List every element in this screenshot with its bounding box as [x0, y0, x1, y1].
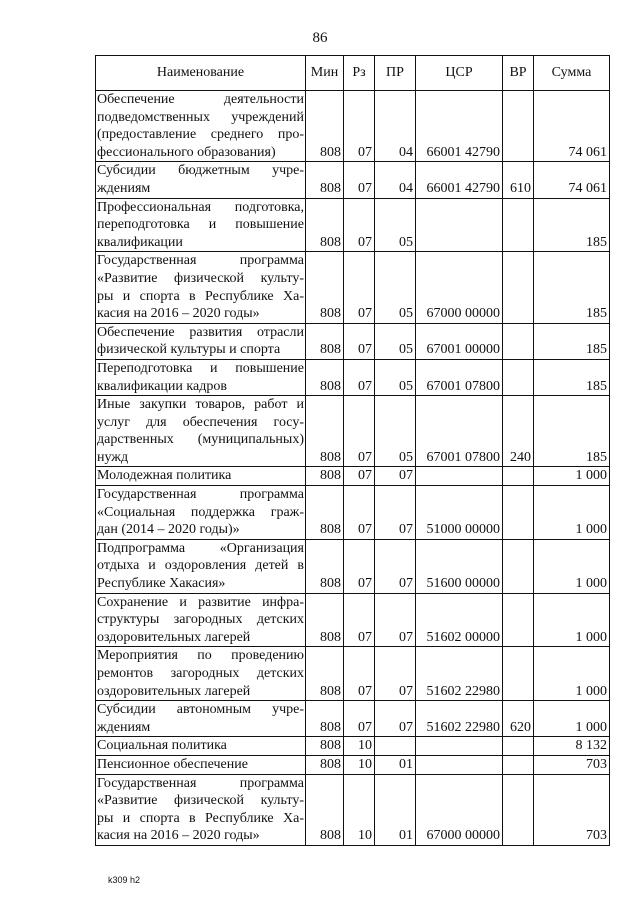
name-line: Обеспечение деятельности — [97, 92, 304, 107]
header-pr: ПР — [375, 56, 416, 91]
cell-csr: 51000 00000 — [416, 486, 503, 540]
cell-min: 808 — [306, 647, 344, 701]
table-row — [96, 198, 610, 252]
name-line: Республике Хакасия» — [97, 576, 226, 592]
cell-csr: 51602 00000 — [416, 593, 503, 647]
footer-code: k309 h2 — [108, 875, 141, 885]
cell-min: 808 — [306, 91, 344, 162]
cell-rz: 07 — [344, 647, 375, 701]
name-line: Молодежная политика — [97, 468, 232, 484]
name-line: нужд — [97, 449, 129, 465]
cell-min: 808 — [306, 323, 344, 359]
cell-rz: 10 — [344, 774, 375, 845]
cell-rz: 07 — [344, 91, 375, 162]
cell-min: 808 — [306, 467, 344, 486]
table-row — [96, 701, 610, 737]
table-row — [96, 396, 610, 467]
cell-min: 808 — [306, 396, 344, 467]
cell-sum: 74 061 — [534, 91, 610, 162]
cell-pr: 05 — [375, 323, 416, 359]
cell-rz: 07 — [344, 198, 375, 252]
cell-rz: 07 — [344, 701, 375, 737]
cell-vr — [503, 593, 534, 647]
name-line: Государственная программа — [97, 253, 304, 269]
cell-pr: 05 — [375, 198, 416, 252]
table-row — [96, 774, 610, 845]
cell-vr — [503, 467, 534, 486]
name-line: ремонтов загородных детских — [97, 666, 304, 681]
cell-csr — [416, 737, 503, 756]
cell-pr: 01 — [375, 774, 416, 845]
cell-vr: 610 — [503, 162, 534, 198]
cell-rz: 07 — [344, 323, 375, 359]
name-line: ры и спорта в Республике Ха- — [97, 810, 304, 826]
cell-rz: 07 — [344, 396, 375, 467]
name-line: Социальная политика — [97, 738, 227, 754]
name-line: Профессиональная подготовка, — [97, 199, 304, 215]
cell-min: 808 — [306, 755, 344, 774]
name-line: Мероприятия по проведению — [97, 648, 304, 664]
cell-csr: 66001 42790 — [416, 91, 503, 162]
cell-sum: 185 — [534, 252, 610, 323]
name-line: Переподготовка и повышение — [97, 360, 304, 376]
cell-pr: 07 — [375, 647, 416, 701]
cell-csr: 51602 22980 — [416, 647, 503, 701]
name-line: «Развитие физической культу- — [97, 793, 304, 809]
cell-vr — [503, 486, 534, 540]
cell-csr: 67001 07800 — [416, 359, 503, 395]
cell-rz: 07 — [344, 539, 375, 593]
header-rz: Рз — [344, 56, 375, 91]
cell-pr — [375, 737, 416, 756]
table-row — [96, 755, 610, 774]
cell-min: 808 — [306, 252, 344, 323]
header-name: Наименование — [96, 56, 306, 91]
name-line: касия на 2016 – 2020 годы» — [97, 828, 260, 844]
name-line: квалификации — [97, 234, 183, 250]
cell-rz: 07 — [344, 486, 375, 540]
name-line: Иные закупки товаров, работ и — [97, 397, 304, 413]
name-line: ждениям — [97, 180, 151, 196]
table-row — [96, 467, 610, 486]
cell-min: 808 — [306, 162, 344, 198]
cell-name — [96, 593, 306, 647]
cell-min: 808 — [306, 539, 344, 593]
table-body — [96, 91, 610, 846]
name-line: отдыха и оздоровления детей в — [97, 558, 304, 574]
name-line: (предоставление среднего про- — [97, 127, 304, 143]
cell-vr — [503, 323, 534, 359]
name-line: дан (2014 – 2020 годы)» — [97, 522, 240, 538]
cell-csr: 67001 07800 — [416, 396, 503, 467]
cell-sum: 185 — [534, 323, 610, 359]
cell-min: 808 — [306, 701, 344, 737]
cell-pr: 05 — [375, 359, 416, 395]
cell-vr — [503, 737, 534, 756]
cell-name — [96, 539, 306, 593]
table-row — [96, 647, 610, 701]
cell-name — [96, 323, 306, 359]
cell-pr: 05 — [375, 396, 416, 467]
cell-min: 808 — [306, 737, 344, 756]
cell-rz: 07 — [344, 593, 375, 647]
cell-sum: 1 000 — [534, 486, 610, 540]
name-line: Обеспечение развития отрасли — [97, 324, 304, 340]
cell-name — [96, 359, 306, 395]
table-row — [96, 539, 610, 593]
table-row — [96, 486, 610, 540]
table-row — [96, 737, 610, 756]
name-line: подведомственных учреждений — [97, 109, 304, 125]
page-number: 86 — [312, 30, 328, 46]
cell-rz: 07 — [344, 467, 375, 486]
cell-vr — [503, 647, 534, 701]
name-line: физической культуры и спорта — [97, 342, 281, 358]
cell-sum: 1 000 — [534, 467, 610, 486]
cell-name — [96, 198, 306, 252]
header-csr: ЦСР — [416, 56, 503, 91]
cell-csr: 67001 00000 — [416, 323, 503, 359]
cell-sum: 185 — [534, 359, 610, 395]
cell-vr — [503, 198, 534, 252]
cell-name — [96, 91, 306, 162]
name-line: дарственных (муниципальных) — [97, 432, 304, 448]
name-line: квалификации кадров — [97, 378, 227, 394]
name-line: «Социальная поддержка граж- — [97, 504, 304, 520]
name-line: Сохранение и развитие инфра- — [97, 594, 304, 610]
header-sum: Сумма — [534, 56, 610, 91]
cell-name — [96, 647, 306, 701]
name-line: касия на 2016 – 2020 годы» — [97, 306, 260, 322]
cell-pr: 04 — [375, 91, 416, 162]
cell-pr: 04 — [375, 162, 416, 198]
cell-min: 808 — [306, 774, 344, 845]
table-row — [96, 359, 610, 395]
cell-name — [96, 755, 306, 774]
name-line: «Развитие физической культу- — [97, 270, 304, 286]
cell-min: 808 — [306, 486, 344, 540]
cell-csr — [416, 198, 503, 252]
cell-vr — [503, 91, 534, 162]
cell-sum: 1 000 — [534, 647, 610, 701]
cell-rz: 07 — [344, 162, 375, 198]
cell-name — [96, 701, 306, 737]
cell-rz: 07 — [344, 252, 375, 323]
cell-name — [96, 467, 306, 486]
cell-pr: 07 — [375, 486, 416, 540]
cell-csr — [416, 467, 503, 486]
cell-csr — [416, 755, 503, 774]
cell-sum: 8 132 — [534, 737, 610, 756]
cell-pr: 07 — [375, 539, 416, 593]
cell-min: 808 — [306, 198, 344, 252]
cell-rz: 10 — [344, 737, 375, 756]
name-line: оздоровительных лагерей — [97, 683, 251, 699]
name-line: ры и спорта в Республике Ха- — [97, 288, 304, 304]
name-line: фессионального образования) — [97, 144, 276, 160]
name-line: Пенсионное обеспечение — [97, 756, 248, 772]
cell-name — [96, 162, 306, 198]
cell-csr: 67000 00000 — [416, 252, 503, 323]
cell-sum: 703 — [534, 755, 610, 774]
cell-pr: 01 — [375, 755, 416, 774]
name-line: Подпрограмма «Организация — [97, 540, 304, 556]
cell-sum: 1 000 — [534, 539, 610, 593]
name-line: Государственная программа — [97, 487, 304, 503]
cell-name — [96, 737, 306, 756]
cell-sum: 185 — [534, 198, 610, 252]
cell-vr: 240 — [503, 396, 534, 467]
budget-table — [95, 55, 610, 846]
cell-vr — [503, 359, 534, 395]
cell-vr — [503, 252, 534, 323]
cell-name — [96, 774, 306, 845]
cell-csr: 51602 22980 — [416, 701, 503, 737]
cell-min: 808 — [306, 359, 344, 395]
table-row — [96, 323, 610, 359]
cell-sum: 1 000 — [534, 593, 610, 647]
table-row — [96, 252, 610, 323]
cell-name — [96, 486, 306, 540]
table-header-row — [96, 56, 610, 91]
cell-name — [96, 396, 306, 467]
name-line: услуг для обеспечения госу- — [97, 414, 304, 430]
cell-rz: 10 — [344, 755, 375, 774]
table-row — [96, 593, 610, 647]
cell-pr: 07 — [375, 467, 416, 486]
cell-csr: 66001 42790 — [416, 162, 503, 198]
name-line: структуры загородных детских — [97, 612, 304, 628]
cell-csr: 51600 00000 — [416, 539, 503, 593]
name-line: ждениям — [97, 719, 151, 735]
cell-vr: 620 — [503, 701, 534, 737]
header-vr: ВР — [503, 56, 534, 91]
name-line: оздоровительных лагерей — [97, 629, 251, 645]
cell-min: 808 — [306, 593, 344, 647]
cell-pr: 07 — [375, 593, 416, 647]
cell-rz: 07 — [344, 359, 375, 395]
name-line: Субсидии бюджетным учре- — [97, 163, 304, 179]
cell-vr — [503, 539, 534, 593]
cell-name — [96, 252, 306, 323]
table-row — [96, 91, 610, 162]
cell-vr — [503, 774, 534, 845]
cell-sum: 703 — [534, 774, 610, 845]
cell-sum: 1 000 — [534, 701, 610, 737]
name-line: Субсидии автономным учре- — [97, 702, 304, 718]
cell-csr: 67000 00000 — [416, 774, 503, 845]
header-min: Мин — [306, 56, 344, 91]
name-line: Государственная программа — [97, 775, 304, 791]
cell-pr: 05 — [375, 252, 416, 323]
cell-pr: 07 — [375, 701, 416, 737]
table-row — [96, 162, 610, 198]
cell-sum: 74 061 — [534, 162, 610, 198]
name-line: переподготовка и повышение — [97, 217, 304, 233]
cell-sum: 185 — [534, 396, 610, 467]
cell-vr — [503, 755, 534, 774]
